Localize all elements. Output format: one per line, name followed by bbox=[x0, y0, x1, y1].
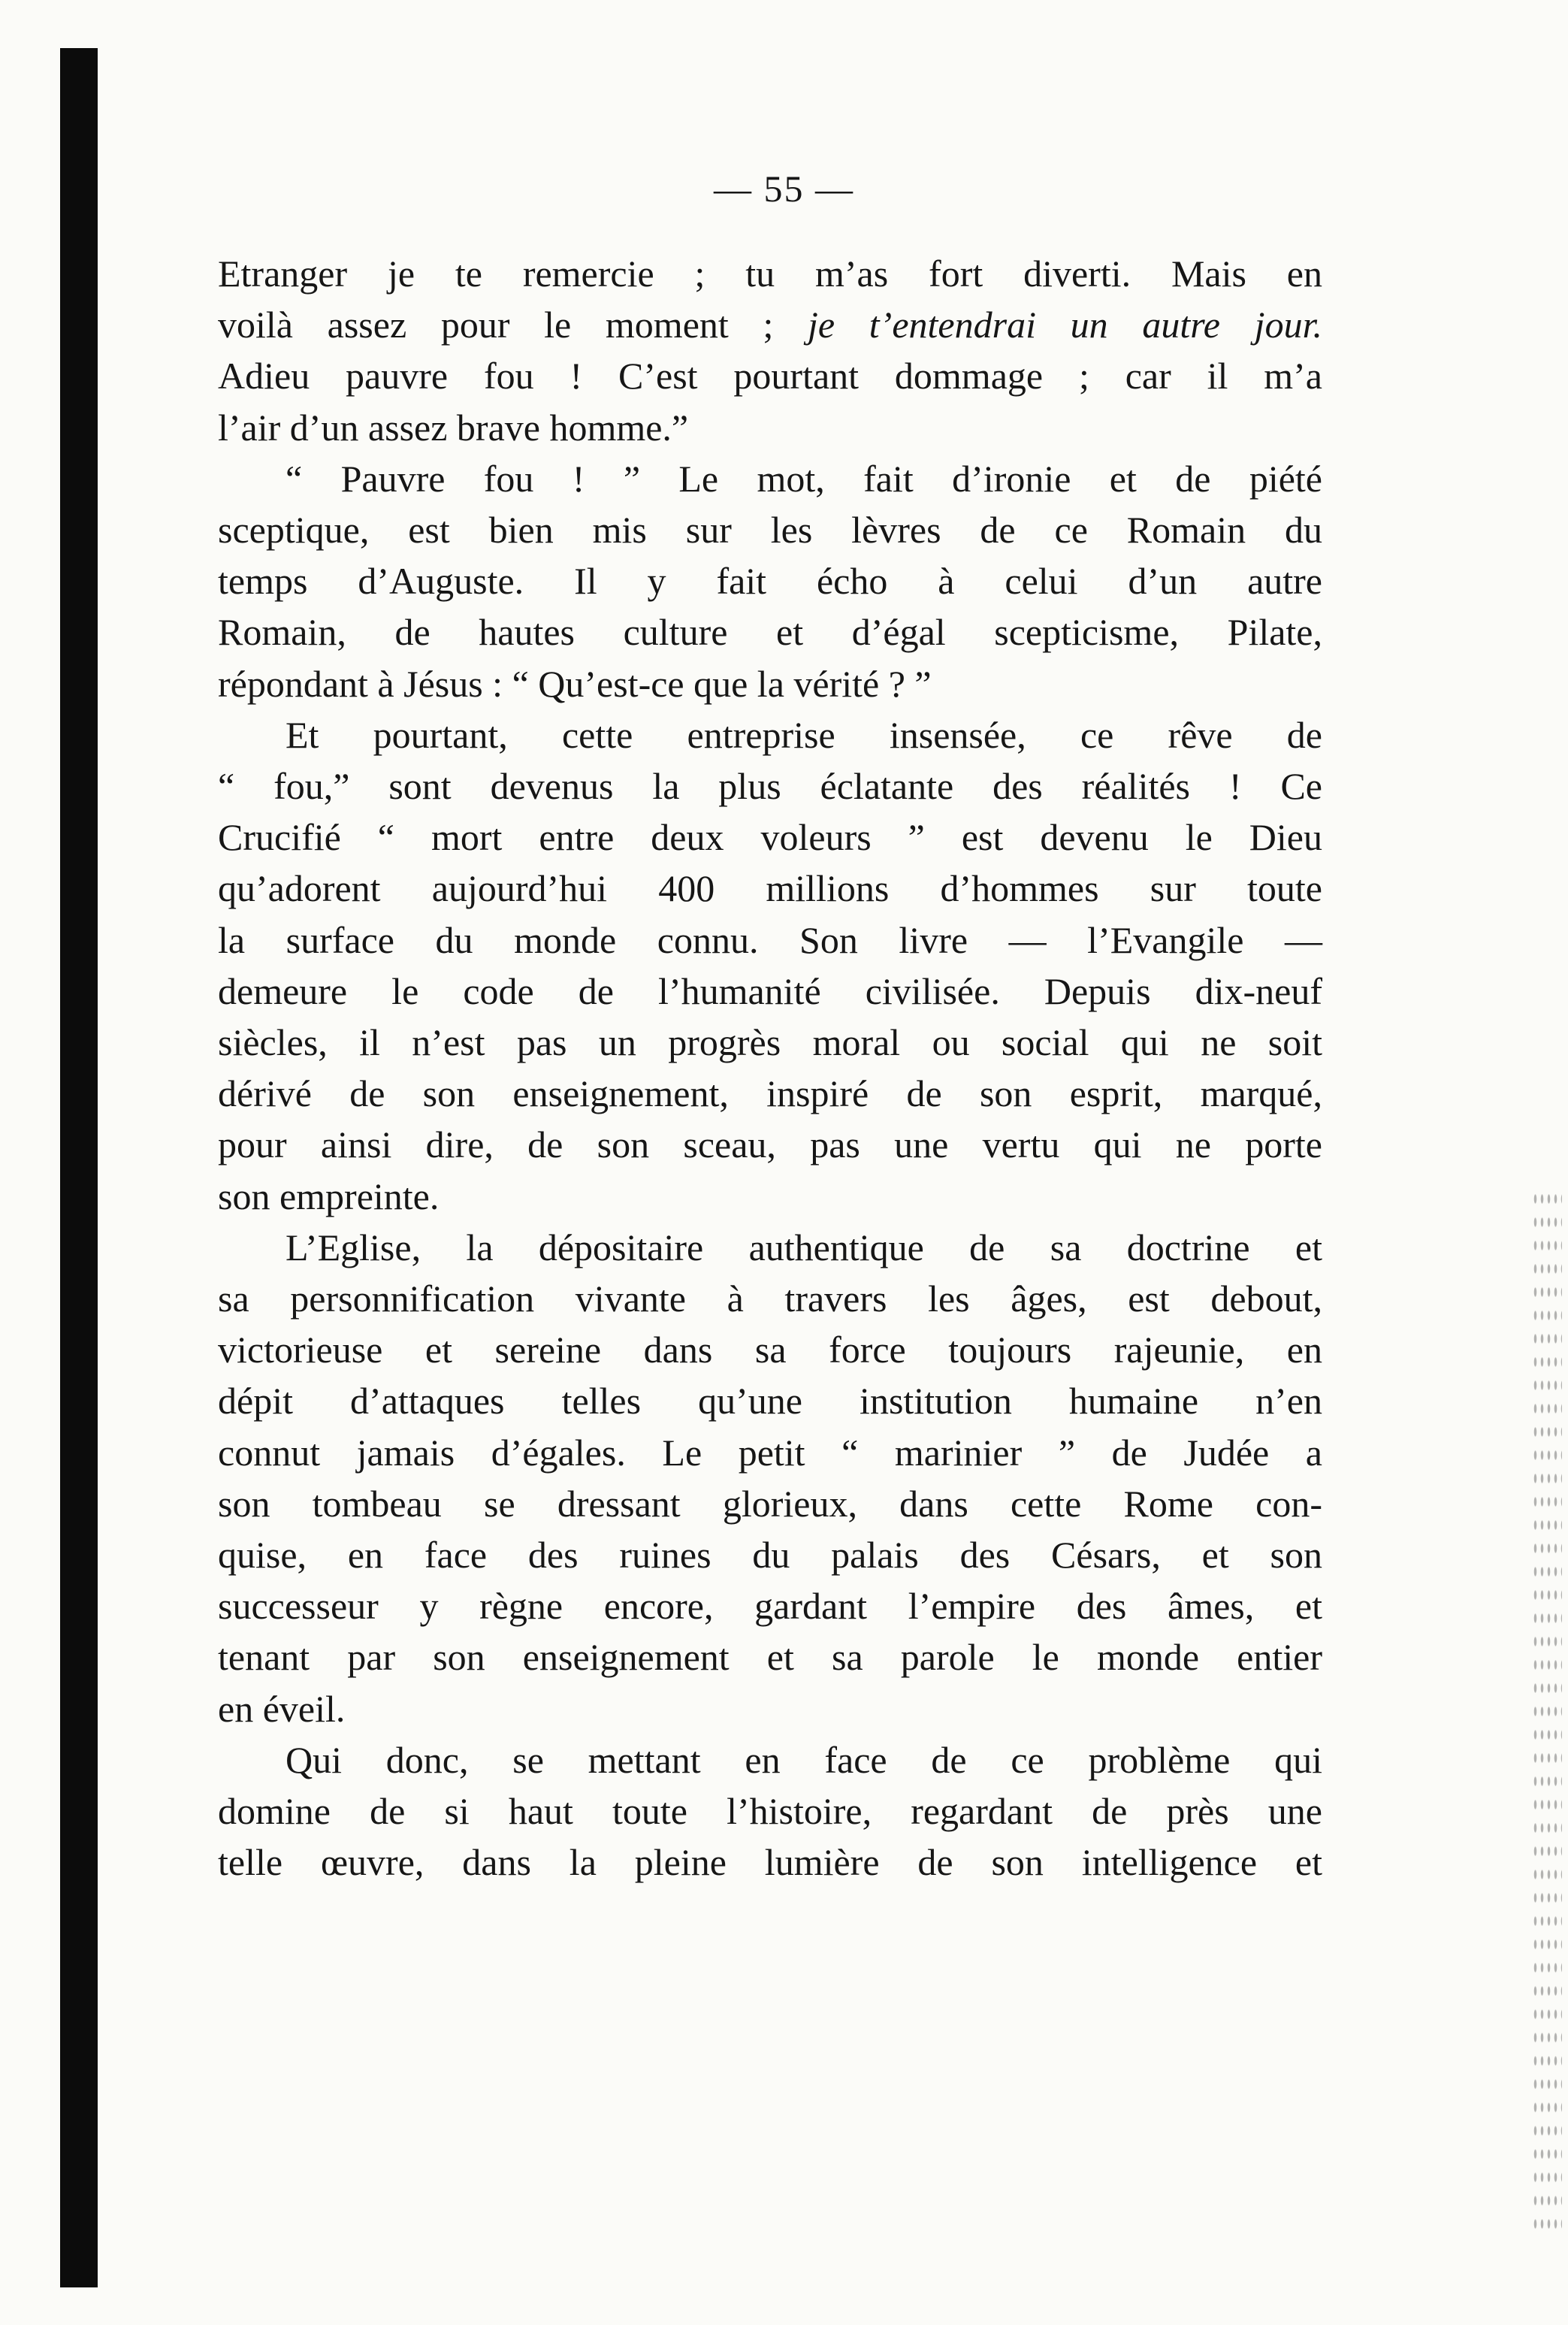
line-text: Etranger je te remercie ; tu m’as fort diverti. Mais en bbox=[218, 252, 1322, 295]
line-text: siècles, il n’est pas un progrès moral ou social qui ne soit bbox=[218, 1021, 1322, 1064]
text-line bbox=[218, 299, 1322, 350]
line-text: Romain, de hautes culture et d’égal scepticisme, Pilate, bbox=[218, 611, 1322, 654]
line-text: L’Eglise, la dépositaire authentique de sa doctrine et bbox=[286, 1226, 1322, 1268]
text-line bbox=[218, 555, 1322, 606]
text-line bbox=[218, 1068, 1322, 1119]
italic-phrase: je t’entendrai un autre jour. bbox=[808, 304, 1322, 346]
line-text: Et pourtant, cette entreprise insensée, ce rêve de bbox=[286, 713, 1322, 756]
text-line bbox=[218, 1222, 1322, 1273]
text-line bbox=[218, 1119, 1322, 1170]
line-text: “ Pauvre fou ! ” Le mot, fait d’ironie et de piété bbox=[286, 457, 1322, 500]
line-text: son tombeau se dressant glorieux, dans cette Rome con- bbox=[218, 1482, 1322, 1525]
line-text: répondant à Jésus : “ Qu’est-ce que la vérité ? ” bbox=[218, 662, 932, 705]
text-line bbox=[218, 1324, 1322, 1375]
line-text: connut jamais d’égales. Le petit “ marinier ” de Judée a bbox=[218, 1431, 1322, 1474]
line-text: la surface du monde connu. Son livre — l’Evangile — bbox=[218, 918, 1322, 961]
text-line bbox=[218, 760, 1322, 812]
line-text: domine de si haut toute l’histoire, regardant de près une bbox=[218, 1790, 1322, 1833]
line-text: Qui donc, se mettant en face de ce problème qui bbox=[286, 1738, 1322, 1781]
text-line bbox=[218, 812, 1322, 863]
line-text: victorieuse et sereine dans sa force toujours rajeunie, en bbox=[218, 1329, 1322, 1371]
line-text: sa personnification vivante à travers les âges, est debout, bbox=[218, 1277, 1322, 1320]
line-text: voilà assez pour le moment ; bbox=[218, 304, 808, 346]
line-text: dérivé de son enseignement, inspiré de son esprit, marqué, bbox=[218, 1072, 1322, 1115]
text-line bbox=[218, 504, 1322, 555]
text-line bbox=[218, 1529, 1322, 1580]
text-line bbox=[218, 915, 1322, 966]
text-line bbox=[218, 1375, 1322, 1426]
line-text: dépit d’attaques telles qu’une institution humaine n’en bbox=[218, 1380, 1322, 1423]
text-line bbox=[218, 453, 1322, 504]
text-line bbox=[218, 1017, 1322, 1068]
page-body bbox=[218, 248, 1322, 1888]
line-text: en éveil. bbox=[218, 1687, 346, 1730]
line-text: “ fou,” sont devenus la plus éclatante des réalités ! Ce bbox=[218, 765, 1322, 808]
line-text: temps d’Auguste. Il y fait écho à celui d’un autre bbox=[218, 560, 1322, 603]
line-text: successeur y règne encore, gardant l’empire des âmes, et bbox=[218, 1585, 1322, 1628]
line-text: demeure le code de l’humanité civilisée. Depuis dix-neuf bbox=[218, 969, 1322, 1012]
line-text: l’air d’un assez brave homme.” bbox=[218, 406, 689, 449]
line-text: Adieu pauvre fou ! C’est pourtant dommage ; car il m’a bbox=[218, 355, 1322, 398]
line-text: pour ainsi dire, de son sceau, pas une vertu qui ne porte bbox=[218, 1123, 1322, 1166]
text-line bbox=[218, 402, 1322, 453]
line-text: telle œuvre, dans la pleine lumière de son intelligence et bbox=[218, 1841, 1322, 1884]
line-text: quise, en face des ruines du palais des Césars, et son bbox=[218, 1534, 1322, 1577]
text-line bbox=[218, 1837, 1322, 1888]
text-line bbox=[218, 1580, 1322, 1631]
page-number: — 55 — bbox=[714, 168, 854, 210]
text-line bbox=[218, 1785, 1322, 1837]
line-text: qu’adorent aujourd’hui 400 millions d’hommes sur toute bbox=[218, 867, 1322, 910]
line-text: sceptique, est bien mis sur les lèvres de ce Romain du bbox=[218, 509, 1322, 552]
binding-edge bbox=[60, 48, 98, 2287]
text-line bbox=[218, 1734, 1322, 1785]
line-text: tenant par son enseignement et sa parole le monde entier bbox=[218, 1636, 1322, 1679]
text-line bbox=[218, 606, 1322, 658]
text-line bbox=[218, 709, 1322, 760]
text-line bbox=[218, 658, 1322, 709]
scan-noise bbox=[1532, 1187, 1562, 2239]
line-text: son empreinte. bbox=[218, 1175, 440, 1217]
text-line bbox=[218, 966, 1322, 1017]
text-line bbox=[218, 863, 1322, 914]
text-line bbox=[218, 350, 1322, 401]
text-line bbox=[218, 248, 1322, 299]
text-line bbox=[218, 1427, 1322, 1478]
text-line bbox=[218, 1683, 1322, 1734]
line-text: Crucifié “ mort entre deux voleurs ” est devenu le Dieu bbox=[218, 816, 1322, 859]
text-line bbox=[218, 1273, 1322, 1324]
text-line bbox=[218, 1478, 1322, 1529]
text-line bbox=[218, 1631, 1322, 1683]
text-line bbox=[218, 1171, 1322, 1222]
